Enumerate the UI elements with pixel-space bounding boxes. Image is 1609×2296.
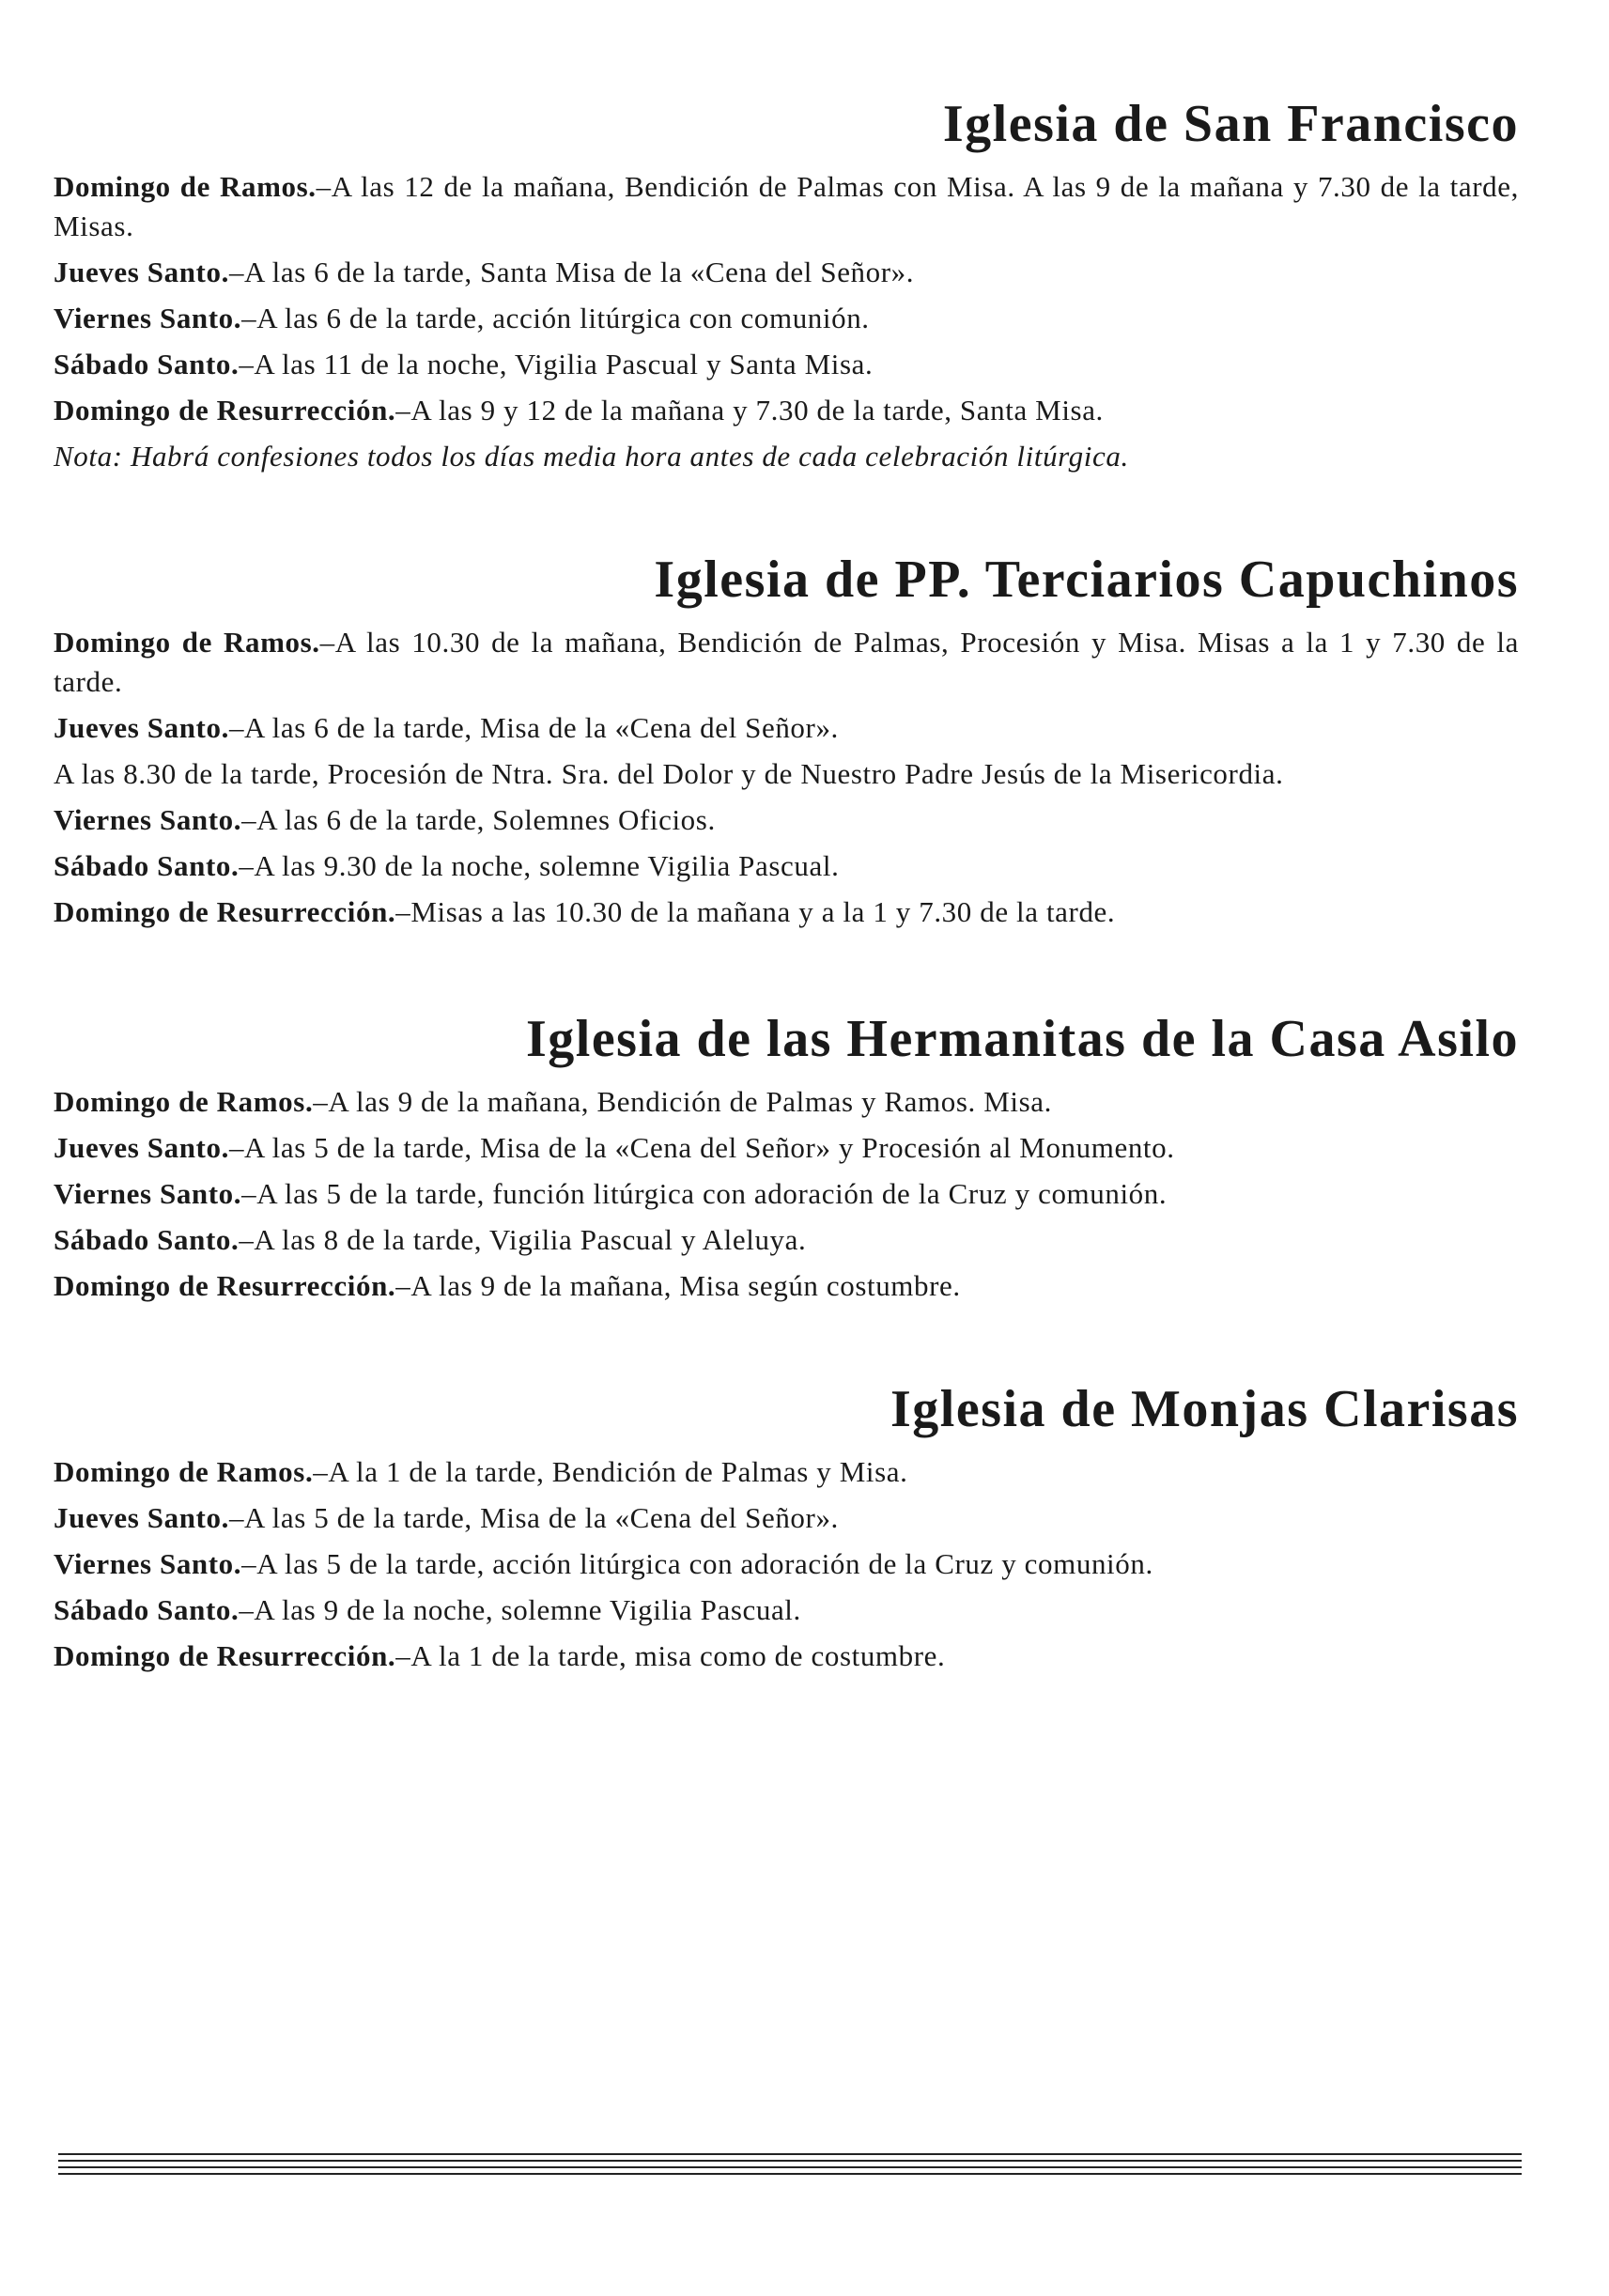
schedule-entry xyxy=(54,800,1519,840)
entry-text: –A las 9 y 12 de la mañana y 7.30 de la tarde, Santa Misa. xyxy=(395,394,1104,427)
day-label: Sábado Santo. xyxy=(54,849,240,882)
section-monjas-clarisas xyxy=(54,1379,1519,1676)
divider-line xyxy=(58,2173,1522,2175)
schedule-entry xyxy=(54,708,1519,748)
schedule-entry xyxy=(54,1498,1519,1538)
entry-text: –A las 5 de la tarde, función litúrgica con adoración de la Cruz y comunión. xyxy=(241,1177,1168,1210)
entry-text: –A las 9.30 de la noche, solemne Vigilia Pascual. xyxy=(239,849,840,882)
entry-text: –A las 11 de la noche, Vigilia Pascual y Santa Misa. xyxy=(239,348,874,380)
day-label: Domingo de Ramos. xyxy=(54,170,317,203)
entry-text: –Misas a las 10.30 de la mañana y a la 1 y 7.30 de la tarde. xyxy=(395,895,1116,928)
schedule-entry xyxy=(54,1220,1519,1260)
schedule-entry xyxy=(54,1544,1519,1584)
day-label: Jueves Santo. xyxy=(54,256,229,288)
day-label: Viernes Santo. xyxy=(54,803,242,836)
section-title: Iglesia de las Hermanitas de la Casa Asilo xyxy=(525,1010,1519,1068)
entry-text: –A las 6 de la tarde, Solemnes Oficios. xyxy=(241,803,716,836)
schedule-entry xyxy=(54,253,1519,292)
day-label: Domingo de Resurrección. xyxy=(54,1639,396,1672)
day-label: Sábado Santo. xyxy=(54,348,240,380)
entry-text: –A las 6 de la tarde, Santa Misa de la «Cena del Señor». xyxy=(228,256,915,288)
entry-text: –A la 1 de la tarde, Bendición de Palmas y Misa. xyxy=(313,1455,908,1488)
schedule-entry xyxy=(54,1174,1519,1214)
day-label: Domingo de Resurrección. xyxy=(54,895,396,928)
day-label: Viernes Santo. xyxy=(54,1177,242,1210)
section-note: Nota: Habrá confesiones todos los días media hora antes de cada celebración litúrgica. xyxy=(54,440,1129,473)
day-label: Domingo de Ramos. xyxy=(54,1455,314,1488)
day-label: Domingo de Ramos. xyxy=(54,626,320,659)
entry-text: –A las 6 de la tarde, Misa de la «Cena del Señor». xyxy=(228,711,839,744)
entry-text: –A la 1 de la tarde, misa como de costumbre. xyxy=(395,1639,946,1672)
divider-line xyxy=(58,2153,1522,2155)
day-label: Sábado Santo. xyxy=(54,1593,240,1626)
schedule-entry xyxy=(54,345,1519,384)
entry-text: –A las 6 de la tarde, acción litúrgica con comunión. xyxy=(241,302,870,334)
entry-text: –A las 9 de la mañana, Misa según costumbre. xyxy=(395,1269,961,1302)
day-label: Domingo de Resurrección. xyxy=(54,1269,396,1302)
section-title: Iglesia de San Francisco xyxy=(942,95,1519,153)
entry-text: –A las 5 de la tarde, acción litúrgica con adoración de la Cruz y comunión. xyxy=(241,1547,1153,1580)
section-title: Iglesia de PP. Terciarios Capuchinos xyxy=(654,551,1519,609)
entry-text: –A las 8 de la tarde, Vigilia Pascual y Aleluya. xyxy=(239,1223,807,1256)
day-label: Jueves Santo. xyxy=(54,1501,229,1534)
schedule-entry xyxy=(54,1266,1519,1306)
section-san-francisco xyxy=(54,94,1519,476)
entry-text: –A las 10.30 de la mañana, Bendición de Palmas, Procesión y Misa. Misas a la 1 y 7.30 de la tarde. xyxy=(54,626,1519,698)
section-title: Iglesia de Monjas Clarisas xyxy=(890,1380,1519,1438)
divider-line xyxy=(58,2166,1522,2168)
footer-divider xyxy=(58,2153,1522,2180)
section-hermanitas-casa-asilo xyxy=(54,1009,1519,1306)
schedule-entry xyxy=(54,754,1519,794)
document-page xyxy=(54,94,1519,1749)
schedule-entry xyxy=(54,167,1519,246)
entry-text: A las 8.30 de la tarde, Procesión de Ntra. Sra. del Dolor y de Nuestro Padre Jesús de la Misericordia. xyxy=(54,757,1284,790)
divider-line xyxy=(58,2160,1522,2162)
day-label: Domingo de Resurrección. xyxy=(54,394,396,427)
schedule-entry xyxy=(54,299,1519,338)
entry-text: –A las 5 de la tarde, Misa de la «Cena del Señor». xyxy=(228,1501,839,1534)
schedule-entry xyxy=(54,1452,1519,1492)
day-label: Viernes Santo. xyxy=(54,302,242,334)
entry-text: –A las 12 de la mañana, Bendición de Palmas con Misa. A las 9 de la mañana y 7.30 de la tarde, Misas. xyxy=(54,170,1519,242)
day-label: Sábado Santo. xyxy=(54,1223,240,1256)
day-label: Jueves Santo. xyxy=(54,1131,229,1164)
schedule-entry xyxy=(54,623,1519,702)
schedule-entry xyxy=(54,1637,1519,1676)
schedule-entry xyxy=(54,1590,1519,1630)
schedule-entry xyxy=(54,391,1519,430)
day-label: Viernes Santo. xyxy=(54,1547,242,1580)
schedule-entry xyxy=(54,892,1519,932)
schedule-entry xyxy=(54,846,1519,886)
day-label: Jueves Santo. xyxy=(54,711,229,744)
section-terciarios-capuchinos xyxy=(54,550,1519,932)
entry-text: –A las 5 de la tarde, Misa de la «Cena del Señor» y Procesión al Monumento. xyxy=(228,1131,1175,1164)
day-label: Domingo de Ramos. xyxy=(54,1085,314,1118)
schedule-entry xyxy=(54,1082,1519,1122)
entry-text: –A las 9 de la noche, solemne Vigilia Pascual. xyxy=(239,1593,801,1626)
entry-text: –A las 9 de la mañana, Bendición de Palmas y Ramos. Misa. xyxy=(313,1085,1052,1118)
schedule-entry xyxy=(54,1128,1519,1168)
